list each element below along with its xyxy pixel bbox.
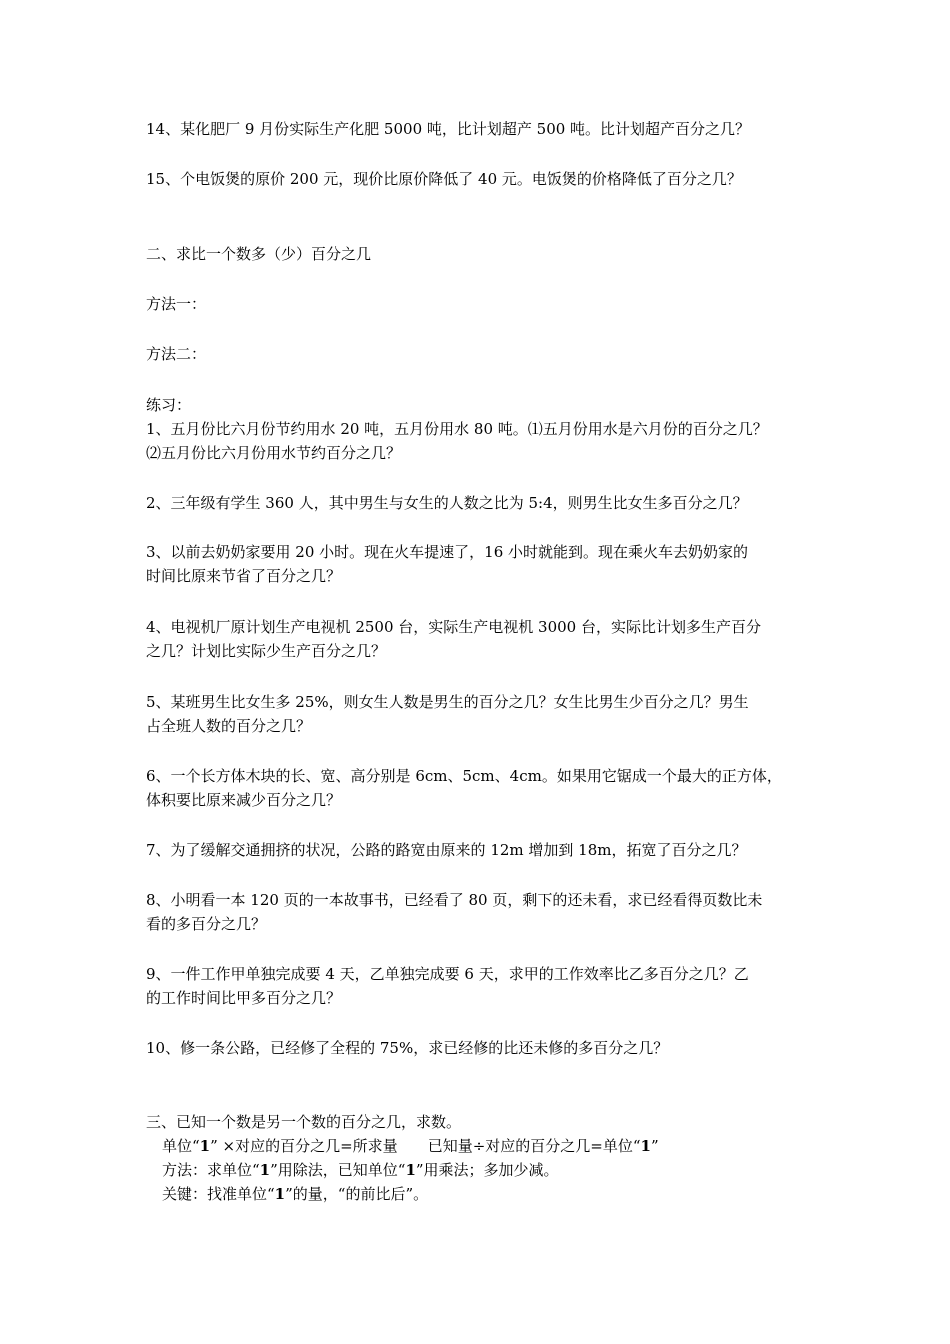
- question-8-line-2: 看的多百分之几？: [146, 915, 267, 933]
- question-6-line-1: 6、一个长方体木块的长、宽、高分别是 6cm、5cm、4cm。如果用它锯成一个最大的正方体，: [146, 767, 782, 785]
- question-6-line-2: 体积要比原来减少百分之几？: [146, 791, 342, 809]
- question-3-line-1: 3、以前去奶奶家要用 20 小时。现在火车提速了，16 小时就能到。现在乘火车去奶奶家的: [146, 543, 749, 561]
- formula-unit-product: 单位“1” ×对应的百分之几=所求量: [162, 1137, 398, 1155]
- formula-unit-quotient: 已知量÷对应的百分之几=单位“1”: [427, 1137, 659, 1155]
- question-8-line-1: 8、小明看一本 120 页的一本故事书，已经看了 80 页，剩下的还未看，求已经看得页数比未: [146, 891, 763, 909]
- question-3-line-2: 时间比原来节省了百分之几？: [146, 567, 342, 585]
- section-3-title: 三、已知一个数是另一个数的百分之几，求数。: [146, 1113, 462, 1131]
- question-9-line-1: 9、一件工作甲单独完成要 4 天，乙单独完成要 6 天，求甲的工作效率比乙多百分之几？乙: [146, 965, 749, 983]
- formula-line: [162, 1134, 842, 1158]
- question-1-line-1: 1、五月份比六月份节约用水 20 吨，五月份用水 80 吨。⑴五月份用水是六月份的百分之几？: [146, 420, 768, 438]
- method-line: 方法：求单位“1”用除法，已知单位“1”用乘法；多加少减。: [162, 1161, 559, 1179]
- question-5-line-1: 5、某班男生比女生多 25%，则女生人数是男生的百分之几？女生比男生少百分之几？男生: [146, 693, 749, 711]
- question-7: 7、为了缓解交通拥挤的状况，公路的路宽由原来的 12m 增加到 18m，拓宽了百分之几？: [146, 841, 747, 859]
- problem-15: 15、个电饭煲的原价 200 元，现价比原价降低了 40 元。电饭煲的价格降低了百分之几？: [146, 170, 742, 188]
- question-4-line-2: 之几？计划比实际少生产百分之几？: [146, 642, 387, 660]
- practice-label: 练习：: [146, 396, 192, 414]
- question-4-line-1: 4、电视机厂原计划生产电视机 2500 台，实际生产电视机 3000 台，实际比计划多生产百分: [146, 618, 761, 636]
- key-line: 关键：找准单位“1”的量，“的前比后”。: [162, 1185, 429, 1203]
- method-one-label: 方法一：: [146, 295, 207, 313]
- question-9-line-2: 的工作时间比甲多百分之几？: [146, 989, 342, 1007]
- problem-14: 14、某化肥厂 9 月份实际生产化肥 5000 吨，比计划超产 500 吨。比计划超产百分之几？: [146, 120, 751, 138]
- question-5-line-2: 占全班人数的百分之几？: [146, 717, 312, 735]
- question-2: 2、三年级有学生 360 人，其中男生与女生的人数之比为 5:4，则男生比女生多百分之几？: [146, 494, 748, 512]
- method-two-label: 方法二：: [146, 345, 207, 363]
- question-1-line-2: ⑵五月份比六月份用水节约百分之几？: [146, 444, 402, 462]
- question-10: 10、修一条公路，已经修了全程的 75%，求已经修的比还未修的多百分之几？: [146, 1039, 669, 1057]
- section-2-title: 二、求比一个数多（少）百分之几: [146, 245, 372, 263]
